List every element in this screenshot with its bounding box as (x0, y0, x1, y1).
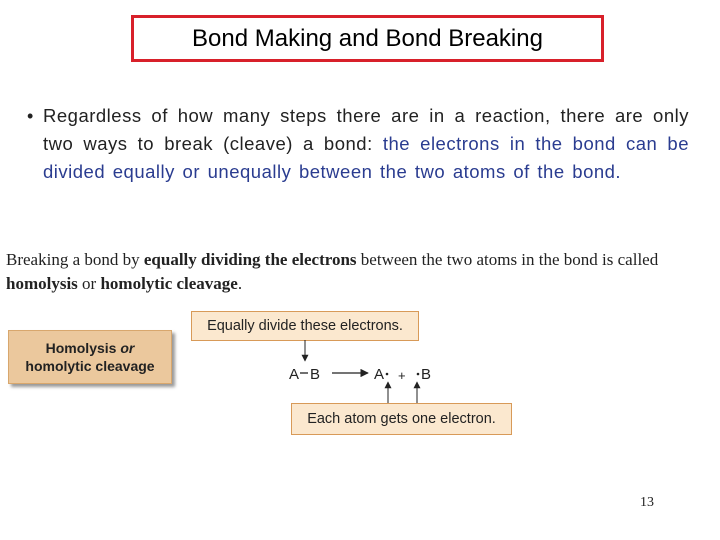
plus-sign: + (398, 368, 406, 383)
reactant-a: A (289, 366, 300, 383)
bullet-text-black: Regardless of how many steps there are in a reaction, there are only two ways to break (cleave) a bond: (43, 105, 689, 154)
page-number: 13 (640, 495, 654, 510)
product-b: B (421, 366, 432, 383)
bullet-text (43, 102, 689, 186)
definition-text-1: Breaking a bond by (6, 250, 144, 269)
one-electron-callout (291, 403, 512, 435)
slide-title-text: Bond Making and Bond Breaking (192, 24, 543, 52)
homolysis-word: Homolysis (45, 340, 121, 356)
product-a: A (374, 366, 385, 383)
definition-text-2: between the two atoms in the bond is called (356, 250, 659, 269)
definition-bold-homolytic-cleavage: homolytic cleavage (100, 274, 238, 293)
homolysis-label-line1 (46, 339, 135, 357)
homolysis-label-line2: homolytic cleavage (25, 358, 155, 374)
definition-text-3: or (77, 274, 101, 293)
radical-electron-b (417, 373, 420, 376)
homolysis-reaction-diagram (280, 340, 450, 410)
bullet-point (27, 102, 689, 186)
equally-divide-text: Equally divide these electrons. (207, 318, 403, 334)
bullet-text-blue: the electrons in the bond can be divided equally or unequally between the two atoms of the bond. (43, 133, 689, 182)
radical-electron-a (386, 373, 389, 376)
reactant-b: B (310, 366, 321, 383)
homolysis-label (8, 330, 172, 384)
homolysis-definition (6, 248, 718, 296)
definition-bold-equally-dividing: equally dividing the electrons (143, 250, 357, 269)
one-electron-text: Each atom gets one electron. (307, 411, 496, 427)
slide-title (131, 15, 604, 62)
definition-bold-homolysis: homolysis (6, 274, 78, 293)
equally-divide-callout (191, 311, 419, 341)
or-word: or (120, 340, 135, 356)
bullet-marker: • (27, 106, 34, 126)
definition-text-4: . (237, 274, 243, 293)
